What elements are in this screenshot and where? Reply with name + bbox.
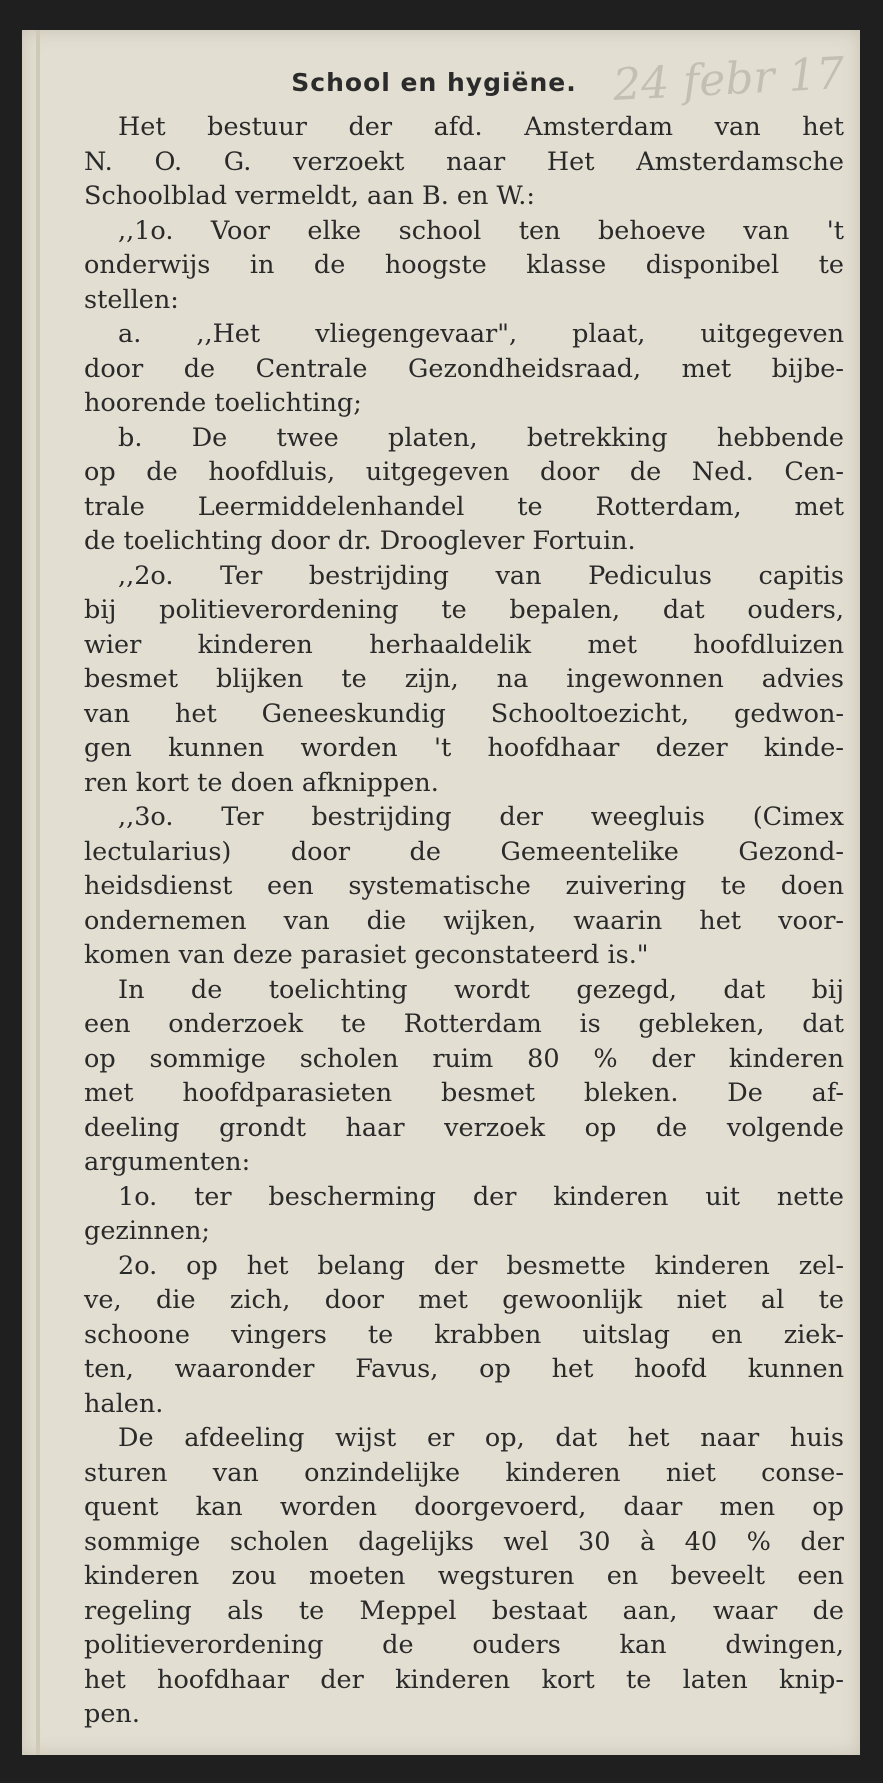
text-line: met hoofdparasieten besmet bleken. De af- (84, 1078, 844, 1108)
text-line: halen. (84, 1388, 164, 1419)
text-line: 1o. ter bescherming der kinderen uit nette (118, 1181, 844, 1212)
text-line: ren kort te doen afknippen. (84, 767, 439, 798)
text-line: trale Leermiddelenhandel te Rotterdam, met (84, 491, 844, 522)
text-line: N. O. G. verzoekt naar Het Amsterdamsche (84, 146, 844, 177)
text-line: kinderen zou moeten wegsturen en beveelt een (84, 1561, 844, 1591)
text-line: pen. (84, 1699, 140, 1729)
text-line: besmet blijken te zijn, na ingewonnen advies (84, 664, 844, 694)
text-line: sturen van onzindelijke kinderen niet conse- (84, 1457, 844, 1488)
text-line: gen kunnen worden 't hoofdhaar dezer kinde- (84, 733, 844, 763)
text-line: ,,3o. Ter bestrijding der weegluis (Cimex (118, 802, 844, 832)
text-line: sommige scholen dagelijks wel 30 à 40 % der (84, 1526, 844, 1557)
text-line: deeling grondt haar verzoek op de volgende (84, 1112, 844, 1143)
text-line: Het bestuur der afd. Amsterdam van het (118, 112, 844, 142)
handwritten-date-annotation: 24 febr 17 (611, 47, 846, 112)
text-line: gezinnen; (84, 1216, 210, 1246)
text-line: komen van deze parasiet geconstateerd is." (84, 940, 649, 970)
text-line: onderwijs in de hoogste klasse disponibel te (84, 250, 844, 280)
text-line: argumenten: (84, 1147, 251, 1177)
article-title: School en hygiëne. (291, 68, 577, 97)
text-line: Schoolblad vermeldt, aan B. en W.: (84, 181, 535, 211)
article (84, 47, 846, 1732)
text-line: de toelichting door dr. Drooglever Fortuin. (84, 526, 636, 556)
text-line: op de hoofdluis, uitgegeven door de Ned. Cen- (84, 457, 844, 487)
text-line: het hoofdhaar der kinderen kort te laten knip- (84, 1664, 844, 1695)
text-line: stellen: (84, 284, 179, 315)
text-line: a. ,,Het vliegengevaar", plaat, uitgegeven (118, 319, 844, 349)
text-line: b. De twee platen, betrekking hebbende (118, 422, 844, 453)
newspaper-clipping (22, 30, 860, 1755)
text-line: hoorende toelichting; (84, 388, 362, 418)
article-body (84, 110, 844, 1732)
text-line: op sommige scholen ruim 80 % der kinderen (84, 1043, 844, 1074)
text-line: lectularius) door de Gemeentelike Gezond- (84, 836, 844, 867)
text-line: ,,1o. Voor elke school ten behoeve van 't (118, 215, 844, 246)
text-line: regeling als te Meppel bestaat aan, waar de (84, 1595, 844, 1626)
text-line: 2o. op het belang der besmette kinderen zel- (118, 1250, 844, 1281)
clipping-edge (36, 30, 40, 1755)
text-line: bij politieverordening te bepalen, dat ouders, (84, 595, 844, 625)
text-line: politieverordening de ouders kan dwingen, (84, 1630, 844, 1660)
text-line: quent kan worden doorgevoerd, daar men op (84, 1492, 844, 1522)
text-line: door de Centrale Gezondheidsraad, met bijbe- (84, 353, 844, 384)
text-line: ve, die zich, door met gewoonlijk niet al te (84, 1285, 844, 1315)
text-line: ,,2o. Ter bestrijding van Pediculus capitis (118, 560, 844, 591)
text-line: ondernemen van die wijken, waarin het voor- (84, 905, 844, 936)
headline-row (84, 47, 846, 112)
text-line: heidsdienst een systematische zuivering te doen (84, 871, 844, 901)
text-line: van het Geneeskundig Schooltoezicht, gedwon- (84, 698, 844, 729)
text-line: een onderzoek te Rotterdam is gebleken, dat (84, 1009, 844, 1039)
text-line: schoone vingers te krabben uitslag en ziek- (84, 1319, 844, 1350)
text-line: De afdeeling wijst er op, dat het naar huis (118, 1423, 844, 1453)
text-line: ten, waaronder Favus, op het hoofd kunnen (84, 1354, 844, 1384)
text-line: In de toelichting wordt gezegd, dat bij (118, 974, 844, 1005)
text-line: wier kinderen herhaaldelik met hoofdluizen (84, 629, 844, 660)
